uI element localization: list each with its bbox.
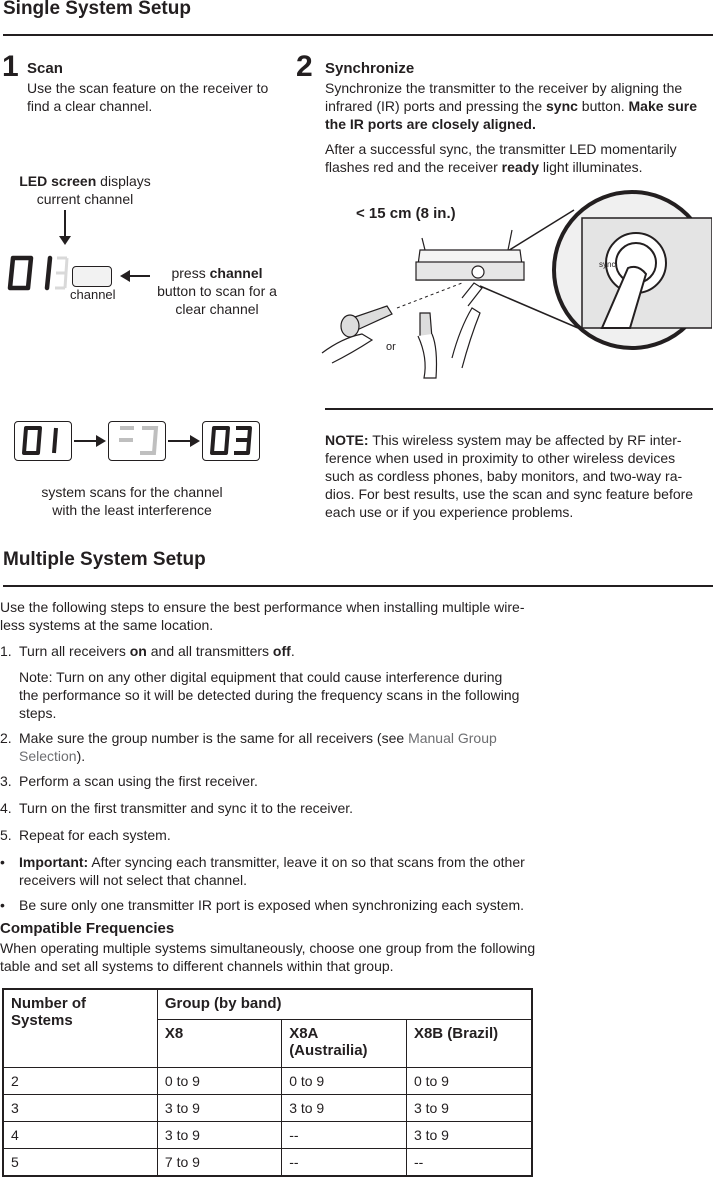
step-number-2: 2	[296, 50, 313, 83]
arrow-down	[64, 210, 66, 238]
distance-label: < 15 cm (8 in.)	[356, 205, 456, 222]
sync-description: Synchronize the transmitter to the receiver by aligning the infrared (IR) ports and pressing the sync button. Make sure the IR ports are closely aligned.	[325, 80, 697, 132]
divider	[325, 408, 713, 410]
arrow-right	[74, 440, 98, 442]
channel-button-label: channel	[70, 287, 116, 302]
multiple-intro: Use the following steps to ensure the best performance when installing multiple wire- less systems at the same location.	[0, 599, 525, 633]
sequence-display-2	[108, 421, 166, 461]
compatible-description: When operating multiple systems simultaneously, choose one group from the following table and set all systems to different channels within that group.	[0, 940, 536, 974]
arrow-head-icon	[190, 435, 200, 447]
channel-button[interactable]	[72, 266, 112, 287]
page-title-single: Single System Setup	[3, 0, 191, 19]
step1-note: Note: Turn on any other digital equipment that could cause interference during the performance so it will be detected during the frequency scans in the following steps.	[19, 669, 520, 721]
table-header-systems: Number of Systems	[3, 989, 157, 1067]
table-header-group: Group (by band)	[157, 989, 532, 1019]
led-screen-label: LED screen displays current channel	[19, 173, 151, 207]
arrow-head-icon	[59, 236, 71, 245]
compatible-title: Compatible Frequencies	[0, 920, 175, 937]
sync-illustration	[312, 188, 712, 388]
arrow-right	[168, 440, 192, 442]
arrow-left	[130, 275, 150, 277]
press-channel-label: press channel button to scan for a clear channel	[157, 265, 277, 317]
scan-description: Use the scan feature on the receiver to find a clear channel.	[27, 80, 269, 114]
scan-sequence-caption: system scans for the channel with the least interference	[41, 484, 223, 518]
digit-01-icon	[3, 252, 69, 296]
scan-title: Scan	[27, 60, 63, 77]
sequence-display-3	[202, 421, 260, 461]
step-number-1: 1	[2, 50, 19, 83]
receiver-icon	[416, 230, 524, 280]
sequence-display-1	[14, 421, 72, 461]
svg-text:sync: sync	[599, 260, 616, 269]
manual-group-link[interactable]: Manual Group Selection	[19, 730, 497, 764]
table-header-x8b: X8B (Brazil)	[406, 1019, 532, 1067]
arrow-head-icon	[96, 435, 106, 447]
table-row: 4 3 to 9 -- 3 to 9	[3, 1121, 532, 1148]
svg-text:or: or	[386, 341, 396, 353]
transmitter-icon	[322, 283, 482, 378]
divider	[3, 34, 713, 36]
divider	[3, 585, 713, 587]
frequency-table	[2, 988, 533, 1177]
led-display	[3, 252, 63, 294]
arrow-head-icon	[120, 270, 130, 282]
page-title-multiple: Multiple System Setup	[3, 549, 206, 570]
table-header-x8: X8	[157, 1019, 281, 1067]
sync-after-text: After a successful sync, the transmitter LED momentarily flashes red and the receiver ready light illuminates.	[325, 141, 677, 175]
table-row: 2 0 to 9 0 to 9 0 to 9	[3, 1067, 532, 1094]
sync-title: Synchronize	[325, 60, 415, 77]
rf-note: NOTE: This wireless system may be affected by RF inter- ference when used in proximity to other wireless devices such as cordless phones, baby monitors, and two-way ra- dios. For best results, use the scan and sync feature before each use or if you experience problems.	[325, 432, 694, 520]
table-row: 3 3 to 9 3 to 9 3 to 9	[3, 1094, 532, 1121]
table-header-x8a: X8A (Austrailia)	[282, 1019, 407, 1067]
table-row: 5 7 to 9 -- --	[3, 1148, 532, 1176]
